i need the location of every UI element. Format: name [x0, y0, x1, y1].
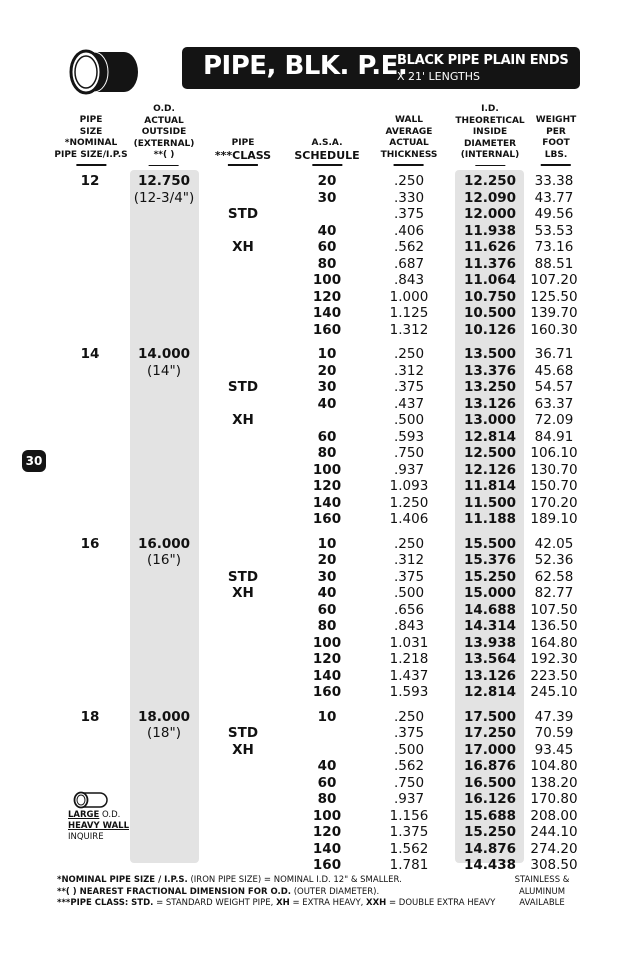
schedule: 80 [317, 255, 337, 272]
wall-thickness: .312 [393, 362, 425, 379]
schedule: 80 [317, 618, 337, 634]
pipe-class: STD [227, 206, 259, 222]
weight-per-foot: 107.20 [530, 272, 578, 288]
weight-per-foot: 93.45 [534, 741, 574, 758]
header-weight: WEIGHT PER FOOT LBS. [536, 115, 576, 166]
wall-thickness: .750 [393, 774, 425, 791]
footnote-pipe-class: ***PIPE CLASS: STD. = STANDARD WEIGHT PIPE, XH = EXTRA HEAVY, XXH = DOUBLE EXTRA HEAVY [57, 898, 496, 908]
weight-per-foot: 125.50 [530, 288, 578, 305]
weight-per-foot: 130.70 [530, 461, 578, 478]
wall-thickness: 1.125 [389, 305, 429, 321]
schedule: 80 [317, 791, 337, 807]
weight-per-foot: 47.39 [534, 708, 574, 725]
inside-diameter: 16.876 [463, 758, 517, 774]
wall-thickness: .593 [393, 428, 425, 445]
schedule: 140 [312, 840, 342, 857]
inside-diameter: 13.500 [463, 346, 517, 362]
inside-diameter: 13.376 [463, 362, 517, 379]
weight-per-foot: 245.10 [530, 684, 578, 700]
wall-thickness: 1.312 [389, 321, 429, 338]
weight-per-foot: 104.80 [530, 758, 578, 774]
inside-diameter: 11.938 [463, 222, 517, 239]
wall-thickness: 1.781 [389, 857, 429, 873]
wall-thickness: 1.437 [389, 667, 429, 684]
header-od: O.D. ACTUAL OUTSIDE (EXTERNAL) **( ) [134, 104, 195, 166]
inside-diameter: 13.126 [463, 667, 517, 684]
weight-per-foot: 308.50 [530, 857, 578, 873]
weight-per-foot: 208.00 [530, 807, 578, 824]
inside-diameter: 11.626 [463, 239, 517, 255]
weight-per-foot: 70.59 [534, 725, 574, 741]
wall-thickness: .406 [393, 222, 425, 239]
schedule: 30 [317, 379, 337, 395]
wall-thickness: 1.000 [389, 288, 429, 305]
wall-thickness: .437 [393, 395, 425, 412]
schedule: 20 [317, 173, 337, 189]
outside-diameter: 14.000 [137, 346, 191, 362]
wall-thickness: .843 [393, 272, 425, 288]
weight-per-foot: 88.51 [534, 255, 574, 272]
schedule: 160 [312, 857, 342, 873]
schedule: 10 [317, 346, 337, 362]
header-pipe-class: PIPE ***CLASS [215, 138, 271, 166]
pipe-class: XH [232, 239, 254, 255]
schedule: 60 [317, 428, 337, 445]
inside-diameter: 12.090 [463, 189, 517, 206]
wall-thickness: 1.218 [389, 651, 429, 667]
weight-per-foot: 45.68 [534, 362, 574, 379]
inside-diameter: 11.188 [463, 511, 517, 527]
weight-per-foot: 52.36 [534, 552, 574, 568]
od-fraction: (18") [147, 725, 181, 741]
weight-per-foot: 72.09 [534, 412, 574, 428]
inside-diameter: 14.876 [463, 840, 517, 857]
od-column-shade [130, 170, 199, 863]
pipe-class: STD [227, 725, 259, 741]
inside-diameter: 12.250 [463, 173, 517, 189]
weight-per-foot: 42.05 [534, 535, 574, 552]
wall-thickness: .250 [393, 535, 425, 552]
schedule: 140 [312, 305, 342, 321]
footnote-fractional: **( ) NEAREST FRACTIONAL DIMENSION FOR O.D. (OUTER DIAMETER). [57, 886, 380, 897]
wall-thickness: 1.562 [389, 840, 429, 857]
wall-thickness: 1.375 [389, 824, 429, 840]
inside-diameter: 17.000 [463, 741, 517, 758]
schedule: 100 [312, 461, 342, 478]
wall-thickness: .250 [393, 708, 425, 725]
weight-per-foot: 138.20 [530, 774, 578, 791]
wall-thickness: .562 [393, 239, 425, 255]
schedule: 60 [317, 239, 337, 255]
inside-diameter: 13.250 [463, 379, 517, 395]
inside-diameter: 13.938 [463, 634, 517, 651]
schedule: 120 [312, 478, 342, 494]
schedule: 160 [312, 511, 342, 527]
inside-diameter: 11.500 [463, 494, 517, 511]
wall-thickness: .843 [393, 618, 425, 634]
weight-per-foot: 170.80 [530, 791, 578, 807]
header-id: I.D. THEORETICAL INSIDE DIAMETER (INTERNAL) [455, 104, 524, 166]
schedule: 40 [317, 758, 337, 774]
weight-per-foot: 63.37 [534, 395, 574, 412]
outside-diameter: 16.000 [137, 535, 191, 552]
wall-thickness: 1.250 [389, 494, 429, 511]
title-subtitle: BLACK PIPE PLAIN ENDS [397, 53, 569, 68]
schedule: 140 [312, 494, 342, 511]
weight-per-foot: 49.56 [534, 206, 574, 222]
inside-diameter: 11.064 [463, 272, 517, 288]
inside-diameter: 14.688 [463, 601, 517, 618]
schedule: 10 [317, 535, 337, 552]
inside-diameter: 13.000 [463, 412, 517, 428]
weight-per-foot: 160.30 [530, 321, 578, 338]
header-pipe-size: PIPE SIZE *NOMINAL PIPE SIZE/I.P.S [54, 115, 127, 166]
schedule: 160 [312, 321, 342, 338]
weight-per-foot: 106.10 [530, 445, 578, 461]
weight-per-foot: 62.58 [534, 568, 574, 585]
large-od-note: LARGE O.D. HEAVY WALL INQUIRE [68, 810, 130, 842]
weight-per-foot: 164.80 [530, 634, 578, 651]
inside-diameter: 15.500 [463, 535, 517, 552]
inside-diameter: 15.000 [463, 585, 517, 601]
nominal-size: 12 [80, 173, 100, 189]
page-title: PIPE, BLK. P.E. [203, 51, 408, 81]
wall-thickness: .656 [393, 601, 425, 618]
wall-thickness: 1.406 [389, 511, 429, 527]
pipe-icon [68, 48, 140, 96]
pipe-class: XH [232, 412, 254, 428]
wall-thickness: .375 [393, 725, 425, 741]
pipe-small-icon [72, 791, 108, 809]
inside-diameter: 12.500 [463, 445, 517, 461]
inside-diameter: 12.814 [463, 428, 517, 445]
weight-per-foot: 139.70 [530, 305, 578, 321]
wall-thickness: .375 [393, 206, 425, 222]
title-banner [182, 47, 580, 89]
inside-diameter: 15.250 [463, 568, 517, 585]
inside-diameter: 12.126 [463, 461, 517, 478]
inside-diameter: 10.750 [463, 288, 517, 305]
schedule: 20 [317, 552, 337, 568]
schedule: 30 [317, 189, 337, 206]
pipe-class: STD [227, 568, 259, 585]
schedule: 160 [312, 684, 342, 700]
weight-per-foot: 274.20 [530, 840, 578, 857]
schedule: 40 [317, 395, 337, 412]
pipe-class: XH [232, 741, 254, 758]
wall-thickness: .500 [393, 585, 425, 601]
inside-diameter: 14.314 [463, 618, 517, 634]
nominal-size: 14 [80, 346, 100, 362]
wall-thickness: .312 [393, 552, 425, 568]
page-number-badge: 30 [22, 450, 46, 472]
wall-thickness: 1.156 [389, 807, 429, 824]
footnote-nominal: *NOMINAL PIPE SIZE / I.P.S. (IRON PIPE SIZE) = NOMINAL I.D. 12" & SMALLER. [57, 875, 402, 885]
weight-per-foot: 244.10 [530, 824, 578, 840]
inside-diameter: 16.500 [463, 774, 517, 791]
footnotes [57, 875, 495, 910]
wall-thickness: 1.593 [389, 684, 429, 700]
schedule: 30 [317, 568, 337, 585]
nominal-size: 18 [80, 708, 100, 725]
weight-per-foot: 43.77 [534, 189, 574, 206]
schedule: 60 [317, 601, 337, 618]
schedule: 120 [312, 288, 342, 305]
wall-thickness: .500 [393, 741, 425, 758]
inside-diameter: 15.688 [463, 807, 517, 824]
weight-per-foot: 82.77 [534, 585, 574, 601]
weight-per-foot: 36.71 [534, 346, 574, 362]
weight-per-foot: 84.91 [534, 428, 574, 445]
header-schedule: A.S.A. SCHEDULE [294, 138, 359, 166]
weight-per-foot: 150.70 [530, 478, 578, 494]
header-wall: WALL AVERAGE ACTUAL THICKNESS [381, 115, 438, 166]
wall-thickness: .937 [393, 791, 425, 807]
od-fraction: (12-3/4") [133, 189, 195, 206]
pipe-class: XH [232, 585, 254, 601]
inside-diameter: 12.814 [463, 684, 517, 700]
wall-thickness: .937 [393, 461, 425, 478]
weight-per-foot: 33.38 [534, 173, 574, 189]
inside-diameter: 16.126 [463, 791, 517, 807]
outside-diameter: 12.750 [137, 173, 191, 189]
inside-diameter: 17.250 [463, 725, 517, 741]
weight-per-foot: 107.50 [530, 601, 578, 618]
inside-diameter: 10.126 [463, 321, 517, 338]
inside-diameter: 17.500 [463, 708, 517, 725]
schedule: 20 [317, 362, 337, 379]
pipe-class: STD [227, 379, 259, 395]
weight-per-foot: 54.57 [534, 379, 574, 395]
schedule: 140 [312, 667, 342, 684]
wall-thickness: .750 [393, 445, 425, 461]
schedule: 40 [317, 585, 337, 601]
inside-diameter: 15.376 [463, 552, 517, 568]
schedule: 100 [312, 807, 342, 824]
schedule: 120 [312, 651, 342, 667]
inside-diameter: 11.814 [463, 478, 517, 494]
wall-thickness: .250 [393, 346, 425, 362]
schedule: 40 [317, 222, 337, 239]
weight-per-foot: 189.10 [530, 511, 578, 527]
weight-per-foot: 53.53 [534, 222, 574, 239]
wall-thickness: .687 [393, 255, 425, 272]
inside-diameter: 12.000 [463, 206, 517, 222]
wall-thickness: 1.031 [389, 634, 429, 651]
wall-thickness: 1.093 [389, 478, 429, 494]
materials-note: STAINLESS & ALUMINUM AVAILABLE [514, 875, 570, 908]
wall-thickness: .375 [393, 568, 425, 585]
schedule: 100 [312, 272, 342, 288]
od-fraction: (16") [147, 552, 181, 568]
weight-per-foot: 192.30 [530, 651, 578, 667]
weight-per-foot: 170.20 [530, 494, 578, 511]
schedule: 60 [317, 774, 337, 791]
wall-thickness: .500 [393, 412, 425, 428]
title-lengths: X 21' LENGTHS [397, 70, 480, 83]
inside-diameter: 13.126 [463, 395, 517, 412]
inside-diameter: 11.376 [463, 255, 517, 272]
nominal-size: 16 [80, 535, 100, 552]
weight-per-foot: 73.16 [534, 239, 574, 255]
wall-thickness: .562 [393, 758, 425, 774]
inside-diameter: 15.250 [463, 824, 517, 840]
schedule: 120 [312, 824, 342, 840]
weight-per-foot: 136.50 [530, 618, 578, 634]
wall-thickness: .375 [393, 379, 425, 395]
weight-per-foot: 223.50 [530, 667, 578, 684]
schedule: 10 [317, 708, 337, 725]
schedule: 80 [317, 445, 337, 461]
inside-diameter: 14.438 [463, 857, 517, 873]
outside-diameter: 18.000 [137, 708, 191, 725]
wall-thickness: .250 [393, 173, 425, 189]
od-fraction: (14") [147, 362, 181, 379]
schedule: 100 [312, 634, 342, 651]
wall-thickness: .330 [393, 189, 425, 206]
inside-diameter: 13.564 [463, 651, 517, 667]
inside-diameter: 10.500 [463, 305, 517, 321]
